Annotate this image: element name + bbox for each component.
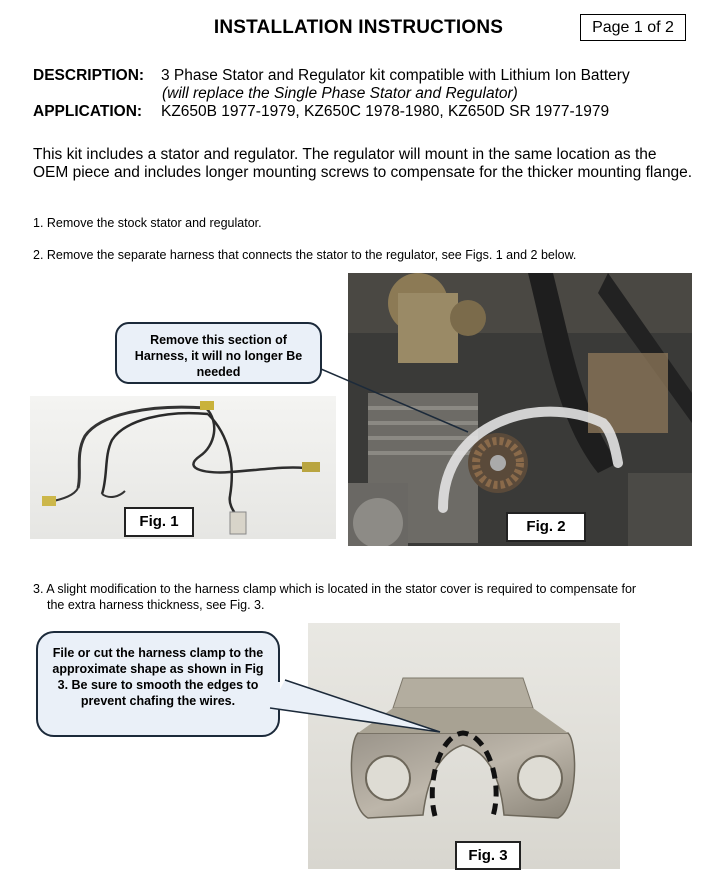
clamp-callout-tail (0, 620, 460, 750)
description-note: (will replace the Single Phase Stator and Regulator) (162, 85, 518, 102)
application-label: APPLICATION: (33, 103, 143, 120)
application-text: KZ650B 1977-1979, KZ650C 1978-1980, KZ650D SR 1977-1979 (161, 103, 610, 120)
fig1-label: Fig. 1 (124, 507, 194, 537)
fig2-label: Fig. 2 (506, 512, 586, 542)
description-text: 3 Phase Stator and Regulator kit compatible with Lithium Ion Battery (161, 67, 630, 84)
step-3-text: 3. A slight modification to the harness clamp which is located in the stator cover is required to compensate for the extra harness thickness, see Fig. 3. (33, 582, 637, 612)
step-3 (33, 581, 643, 613)
description-label: DESCRIPTION: (33, 67, 145, 84)
intro-paragraph: This kit includes a stator and regulator. The regulator will mount in the same location as the OEM piece and includes longer mounting screws to compensate for the thicker mounting flange. (33, 146, 693, 181)
step-1: 1. Remove the stock stator and regulator. (33, 216, 262, 230)
clamp-callout: File or cut the harness clamp to the approximate shape as shown in Fig 3. Be sure to smooth the edges to prevent chafing the wires. (36, 631, 280, 737)
page-indicator: Page 1 of 2 (580, 14, 686, 41)
step-2: 2. Remove the separate harness that connects the stator to the regulator, see Figs. 1 and 2 below. (33, 248, 577, 262)
harness-callout: Remove this section of Harness, it will no longer Be needed (115, 322, 322, 384)
fig3-label: Fig. 3 (455, 841, 521, 870)
page-title: INSTALLATION INSTRUCTIONS (213, 17, 504, 38)
